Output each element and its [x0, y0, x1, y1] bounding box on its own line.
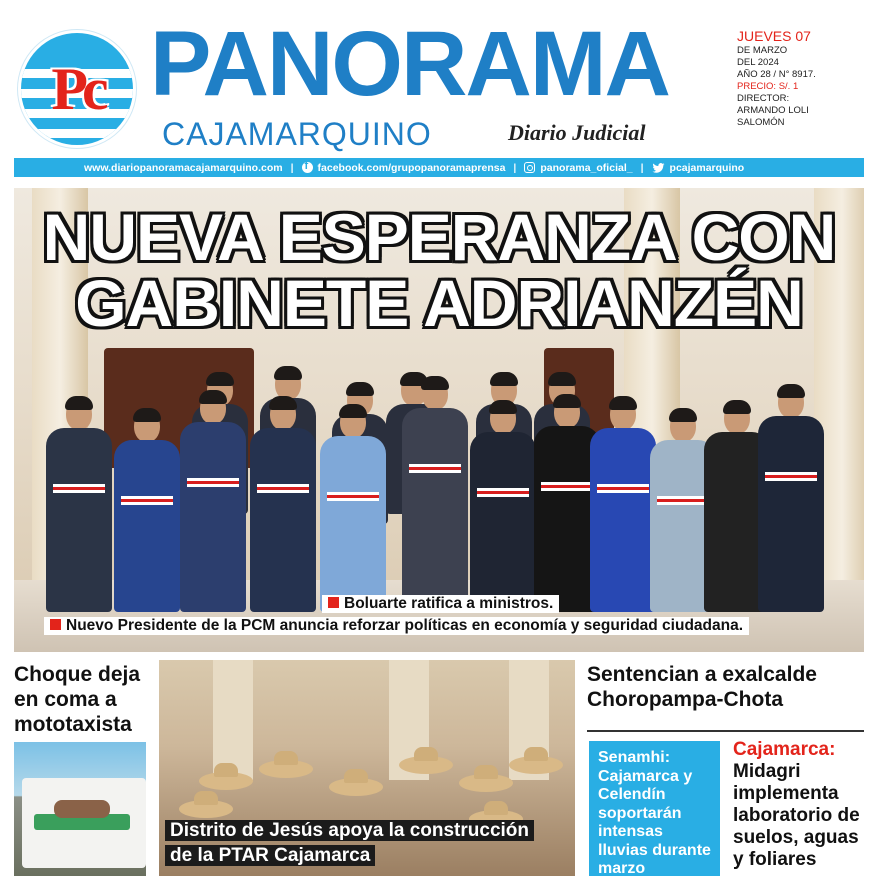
bar-divider: | — [640, 161, 644, 174]
contact-bar — [14, 158, 864, 177]
lead-headline — [14, 200, 864, 340]
bullet-square-icon — [328, 597, 339, 608]
twitter-link-label: pcajamarquino — [669, 161, 745, 174]
director-name-line1: ARMANDO LOLI — [737, 105, 809, 116]
lead-caption-1-text: Boluarte ratifica a ministros. — [344, 595, 554, 612]
hat-shape — [399, 756, 453, 774]
hat-shape — [179, 800, 233, 818]
person-figure — [250, 398, 316, 612]
person-figure — [46, 398, 112, 612]
issue-day: JUEVES 07 — [737, 28, 811, 44]
lead-caption-2 — [44, 617, 749, 635]
hat-shape — [199, 772, 253, 790]
person-figure — [590, 398, 656, 612]
masthead-title: PANORAMA — [150, 13, 669, 115]
website-link-label: www.diariopanoramacajamarquino.com — [84, 161, 283, 174]
weather-story-box[interactable]: Senamhi: Cajamarca y Celendín soportarán intensas lluvias durante marzo — [589, 741, 720, 876]
lead-caption-2-text: Nuevo Presidente de la PCM anuncia reforzar políticas en economía y seguridad ciudadana. — [66, 617, 744, 634]
facebook-icon — [302, 162, 313, 173]
patient-shape — [54, 800, 110, 818]
center-story-caption — [165, 818, 534, 868]
lead-headline-line1: NUEVA ESPERANZA CON — [42, 200, 836, 274]
logo-monogram: Pc — [51, 55, 103, 122]
instagram-link-label: panorama_oficial_ — [540, 161, 633, 174]
person-figure — [320, 406, 386, 612]
twitter-link[interactable] — [652, 162, 745, 174]
lead-caption-1 — [322, 595, 559, 613]
instagram-link[interactable] — [524, 162, 632, 174]
left-story-photo[interactable] — [14, 742, 146, 876]
lead-headline-line2: GABINETE ADRIANZÉN — [75, 266, 803, 340]
person-figure — [470, 402, 536, 612]
director-name-line2: SALOMÓN — [737, 117, 785, 128]
facebook-link[interactable] — [302, 162, 506, 174]
issue-price: PRECIO: S/. 1 — [737, 81, 799, 92]
right-story-headline[interactable]: Sentencian a exalcalde Choropampa-Chota — [587, 663, 817, 711]
section-divider — [587, 730, 864, 732]
website-link[interactable] — [84, 162, 283, 174]
person-figure — [402, 378, 468, 612]
facebook-link-label: facebook.com/grupopanoramaprensa — [317, 161, 506, 174]
left-story-headline[interactable]: Choque deja en coma a mototaxista — [14, 663, 141, 736]
midagri-story-kicker: Cajamarca: — [733, 739, 836, 760]
midagri-story-body: Midagri implementa laboratorio de suelos, aguas y foliares — [733, 761, 860, 870]
center-caption-line2: de la PTAR Cajamarca — [165, 845, 375, 866]
bullet-square-icon — [50, 619, 61, 630]
issue-date-month: DE MARZO — [737, 45, 788, 56]
hat-shape — [259, 760, 313, 778]
center-caption-line1: Distrito de Jesús apoya la construcción — [165, 820, 534, 841]
lead-story-photo[interactable] — [14, 188, 864, 652]
hat-shape — [509, 756, 563, 774]
bar-divider: | — [513, 161, 517, 174]
masthead-tagline: Diario Judicial — [508, 120, 646, 145]
center-story-photo[interactable] — [159, 660, 575, 876]
instagram-icon — [524, 162, 535, 173]
bar-divider: | — [290, 161, 294, 174]
person-figure — [114, 410, 180, 612]
issue-info — [737, 28, 875, 129]
midagri-story[interactable] — [733, 739, 868, 871]
person-figure — [180, 392, 246, 612]
hat-shape — [459, 774, 513, 792]
issue-number: AÑO 28 / N° 8917. — [737, 69, 816, 80]
masthead-subtitle: CAJAMARQUINO — [162, 116, 432, 152]
hat-shape — [329, 778, 383, 796]
person-figure — [758, 386, 824, 612]
issue-date-year: DEL 2024 — [737, 57, 779, 68]
twitter-icon — [652, 163, 665, 173]
director-label: DIRECTOR: — [737, 93, 790, 104]
photo-pillar — [213, 660, 253, 780]
newspaper-logo — [18, 30, 136, 148]
